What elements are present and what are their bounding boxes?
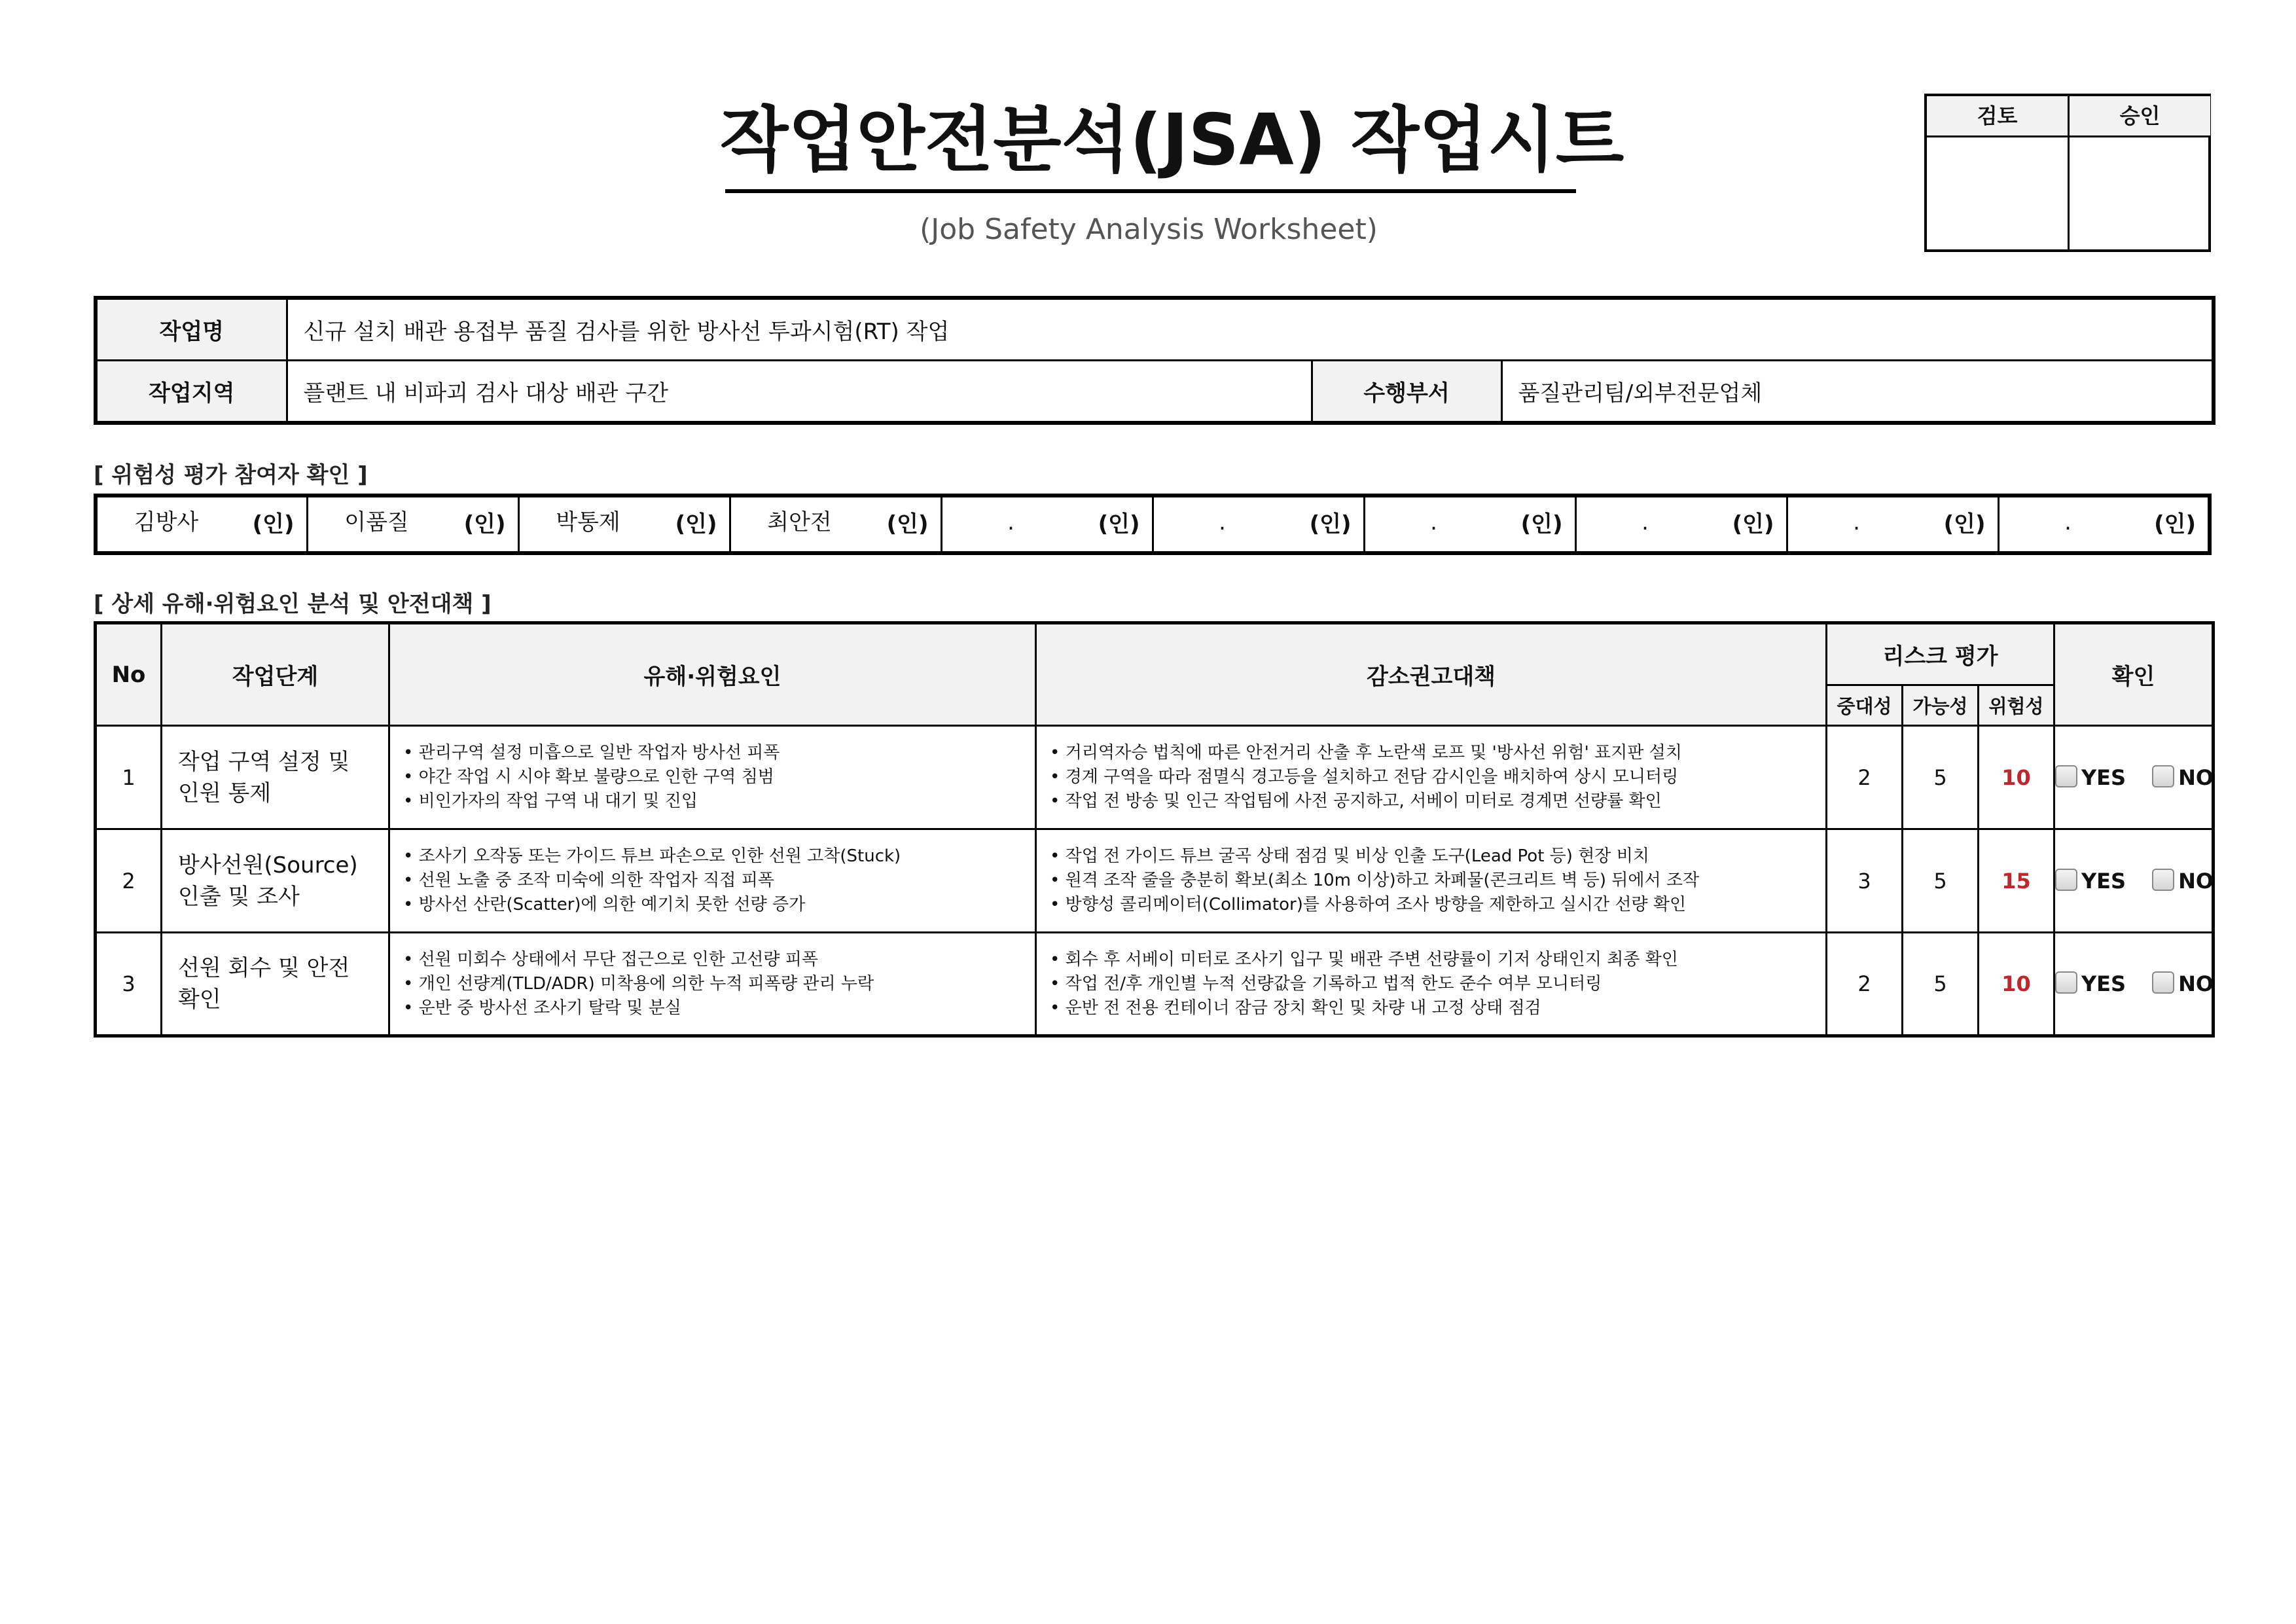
hazard-item: • 운반 중 방사선 조사기 탈락 및 분실 [403, 998, 681, 1018]
title-underline [725, 189, 1576, 193]
no-checkbox[interactable] [2152, 869, 2174, 891]
col-header-severity: 중대성 [1827, 685, 1903, 726]
job-info-table [94, 296, 2215, 425]
participant-name: . [1853, 509, 1860, 535]
hazard-item: • 야간 작업 시 시야 확보 불량으로 인한 구역 침범 [403, 767, 774, 787]
seal-label: (인) [886, 511, 929, 537]
participant-cell[interactable] [96, 496, 307, 553]
participant-name: 최안전 [767, 509, 832, 535]
row-risk: 15 [1979, 829, 2054, 933]
hazard-item: • 선원 미회수 상태에서 무단 접근으로 인한 고선량 피폭 [403, 949, 819, 969]
col-header-likelihood: 가능성 [1903, 685, 1979, 726]
seal-label: (인) [252, 511, 295, 537]
row-confirm [2054, 726, 2214, 829]
hazard-item: • 선원 노출 중 조작 미숙에 의한 작업자 직접 피폭 [403, 871, 774, 890]
row-no: 3 [96, 933, 162, 1036]
seal-label: (인) [463, 511, 506, 537]
approve-label: 승인 [2070, 96, 2210, 137]
review-signature-field[interactable] [1927, 137, 2068, 249]
row-hazards [389, 726, 1036, 829]
no-checkbox[interactable] [2152, 971, 2174, 994]
seal-label: (인) [675, 511, 717, 537]
hazard-analysis-table [94, 621, 2215, 1038]
approval-box [1924, 94, 2211, 252]
hazard-item: • 조사기 오작동 또는 가이드 튜브 파손으로 인한 선원 고착(Stuck) [403, 846, 901, 866]
approve-signature-field[interactable] [2070, 137, 2208, 249]
yes-checkbox[interactable] [2055, 869, 2077, 891]
row-step: 방사선원(Source) 인출 및 조사 [162, 829, 389, 933]
job-name-label: 작업명 [96, 298, 287, 361]
participant-cell[interactable] [1364, 496, 1575, 553]
row-risk: 10 [1979, 726, 2054, 829]
row-step: 선원 회수 및 안전 확인 [162, 933, 389, 1036]
row-risk: 10 [1979, 933, 2054, 1036]
job-area-label: 작업지역 [96, 361, 287, 424]
seal-label: (인) [2154, 511, 2196, 537]
control-item: • 원격 조작 줄을 충분히 확보(최소 10m 이상)하고 차폐물(콘크리트 벽 등) 뒤에서 조작 [1050, 871, 1700, 890]
row-likelihood: 5 [1903, 726, 1979, 829]
participant-cell[interactable] [1998, 496, 2210, 553]
col-header-no: No [96, 623, 162, 726]
control-item: • 작업 전 방송 및 인근 작업팀에 사전 공지하고, 서베이 미터로 경계면 선량률 확인 [1050, 791, 1662, 811]
col-header-control: 감소권고대책 [1036, 623, 1827, 726]
participant-cell[interactable] [941, 496, 1153, 553]
dept-value: 품질관리팀/외부전문업체 [1501, 361, 2214, 424]
job-name-value: 신규 설치 배관 용접부 품질 검사를 위한 방사선 투과시험(RT) 작업 [287, 298, 2214, 361]
review-label: 검토 [1927, 96, 2068, 137]
control-item: • 회수 후 서베이 미터로 조사기 입구 및 배관 주변 선량률이 기저 상태인지 최종 확인 [1050, 949, 1678, 969]
participant-name: . [2064, 509, 2072, 535]
row-no: 2 [96, 829, 162, 933]
row-controls [1036, 933, 1827, 1036]
row-likelihood: 5 [1903, 829, 1979, 933]
hazard-item: • 방사선 산란(Scatter)에 의한 예기치 못한 선량 증가 [403, 895, 806, 914]
participant-name: 이품질 [344, 509, 409, 535]
page-title: 작업안전분석(JSA) 작업시트 [720, 99, 1624, 181]
participant-name: . [1219, 509, 1226, 535]
yes-checkbox[interactable] [2055, 765, 2077, 787]
yes-label: YES [2081, 765, 2126, 790]
participant-cell[interactable] [518, 496, 730, 553]
yes-label: YES [2081, 971, 2126, 996]
no-label: NO [2178, 765, 2214, 790]
yes-checkbox[interactable] [2055, 971, 2077, 994]
seal-label: (인) [1943, 511, 1986, 537]
col-header-risk: 리스크 평가 [1827, 623, 2054, 685]
row-hazards [389, 933, 1036, 1036]
row-severity: 2 [1827, 726, 1903, 829]
yes-label: YES [2081, 868, 2126, 893]
job-area-value: 플랜트 내 비파괴 검사 대상 배관 구간 [287, 361, 1312, 424]
participant-cell[interactable] [1575, 496, 1787, 553]
participants-section-title: [ 위험성 평가 참여자 확인 ] [94, 462, 368, 488]
row-step: 작업 구역 설정 및 인원 통제 [162, 726, 389, 829]
table-row [96, 829, 2214, 933]
col-header-confirm: 확인 [2054, 623, 2214, 726]
participant-name: . [1430, 509, 1437, 535]
participants-table [94, 494, 2212, 555]
participant-cell[interactable] [307, 496, 518, 553]
row-likelihood: 5 [1903, 933, 1979, 1036]
no-label: NO [2178, 971, 2214, 996]
control-item: • 거리역자승 법칙에 따른 안전거리 산출 후 노란색 로프 및 '방사선 위험' 표지판 설치 [1050, 743, 1682, 763]
no-checkbox[interactable] [2152, 765, 2174, 787]
participant-cell[interactable] [1153, 496, 1364, 553]
participant-name: . [1007, 509, 1014, 535]
table-row [96, 726, 2214, 829]
hazard-item: • 비인가자의 작업 구역 내 대기 및 진입 [403, 791, 698, 811]
row-severity: 3 [1827, 829, 1903, 933]
detail-section-title: [ 상세 유해·위험요인 분석 및 안전대책 ] [94, 591, 492, 617]
row-confirm [2054, 829, 2214, 933]
control-item: • 방향성 콜리메이터(Collimator)를 사용하여 조사 방향을 제한하고 실시간 선량 확인 [1050, 895, 1687, 914]
seal-label: (인) [1732, 511, 1774, 537]
col-header-hazard: 유해·위험요인 [389, 623, 1036, 726]
dept-label: 수행부서 [1312, 361, 1501, 424]
col-header-risk-score: 위험성 [1979, 685, 2054, 726]
hazard-item: • 개인 선량계(TLD/ADR) 미착용에 의한 누적 피폭량 관리 누락 [403, 973, 874, 994]
participant-cell[interactable] [730, 496, 941, 553]
no-label: NO [2178, 868, 2214, 893]
control-item: • 작업 전/후 개인별 누적 선량값을 기록하고 법적 한도 준수 여부 모니터링 [1050, 973, 1602, 994]
control-item: • 작업 전 가이드 튜브 굴곡 상태 점검 및 비상 인출 도구(Lead Pot 등) 현장 비치 [1050, 846, 1649, 866]
seal-label: (인) [1309, 511, 1352, 537]
participant-name: 박통제 [556, 509, 620, 535]
row-controls [1036, 726, 1827, 829]
row-no: 1 [96, 726, 162, 829]
seal-label: (인) [1098, 511, 1140, 537]
control-item: • 경계 구역을 따라 점멸식 경고등을 설치하고 전담 감시인을 배치하여 상시 모니터링 [1050, 767, 1679, 787]
hazard-item: • 관리구역 설정 미흡으로 일반 작업자 방사선 피폭 [403, 743, 780, 763]
row-severity: 2 [1827, 933, 1903, 1036]
participant-name: 김방사 [134, 509, 199, 535]
page-subtitle: (Job Safety Analysis Worksheet) [920, 213, 1378, 246]
row-hazards [389, 829, 1036, 933]
row-controls [1036, 829, 1827, 933]
seal-label: (인) [1520, 511, 1563, 537]
control-item: • 운반 전 전용 컨테이너 잠금 장치 확인 및 차량 내 고정 상태 점검 [1050, 998, 1541, 1018]
col-header-step: 작업단계 [162, 623, 389, 726]
table-row [96, 933, 2214, 1036]
row-confirm [2054, 933, 2214, 1036]
participant-name: . [1641, 509, 1649, 535]
participant-cell[interactable] [1787, 496, 1998, 553]
